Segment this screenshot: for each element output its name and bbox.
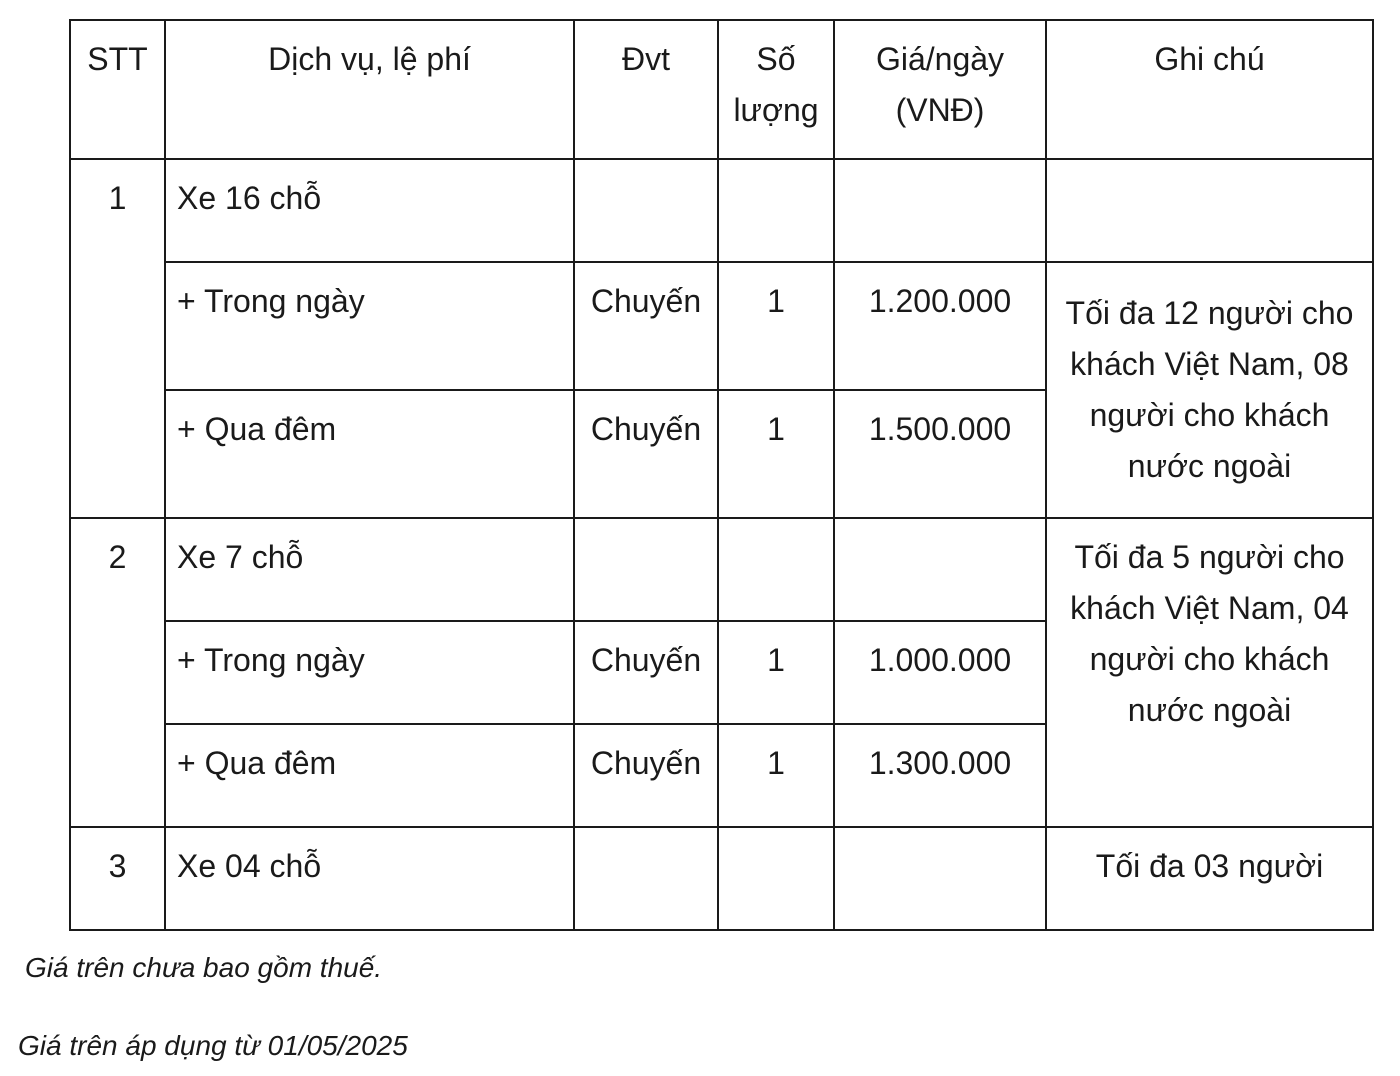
stt-cell: 1 (70, 159, 165, 518)
unit-cell: Chuyến (574, 621, 718, 724)
stt-cell: 3 (70, 827, 165, 930)
price-cell: 1.300.000 (834, 724, 1046, 827)
price-cell (834, 518, 1046, 621)
footnote-tax: Giá trên chưa bao gồm thuế. (25, 952, 383, 983)
quantity-cell (718, 159, 834, 262)
table-row (70, 159, 1373, 262)
table-row (70, 518, 1373, 621)
quantity-cell: 1 (718, 262, 834, 390)
table-row (70, 827, 1373, 930)
header-stt: STT (70, 20, 165, 159)
service-cell: + Trong ngày (165, 621, 574, 724)
price-cell: 1.200.000 (834, 262, 1046, 390)
quantity-cell (718, 827, 834, 930)
header-row (70, 20, 1373, 159)
unit-cell (574, 518, 718, 621)
header-unit: Đvt (574, 20, 718, 159)
service-name-cell: Xe 16 chỗ (165, 159, 574, 262)
note-cell: Tối đa 12 người cho khách Việt Nam, 08 người cho khách nước ngoài (1046, 262, 1373, 518)
price-cell: 1.500.000 (834, 390, 1046, 518)
service-name-cell: Xe 7 chỗ (165, 518, 574, 621)
note-cell (1046, 159, 1373, 262)
service-cell: + Qua đêm (165, 390, 574, 518)
unit-cell: Chuyến (574, 390, 718, 518)
price-cell: 1.000.000 (834, 621, 1046, 724)
footnote-effective-date: Giá trên áp dụng từ 01/05/2025 (18, 1030, 408, 1061)
header-quantity: Số lượng (718, 20, 834, 159)
service-cell: + Trong ngày (165, 262, 574, 390)
quantity-cell (718, 518, 834, 621)
unit-cell (574, 827, 718, 930)
quantity-cell: 1 (718, 621, 834, 724)
header-service: Dịch vụ, lệ phí (165, 20, 574, 159)
note-cell: Tối đa 5 người cho khách Việt Nam, 04 người cho khách nước ngoài (1046, 518, 1373, 827)
note-cell: Tối đa 03 người (1046, 827, 1373, 930)
stt-cell: 2 (70, 518, 165, 827)
service-name-cell: Xe 04 chỗ (165, 827, 574, 930)
unit-cell: Chuyến (574, 262, 718, 390)
unit-cell: Chuyến (574, 724, 718, 827)
price-cell (834, 159, 1046, 262)
header-price: Giá/ngày (VNĐ) (834, 20, 1046, 159)
quantity-cell: 1 (718, 390, 834, 518)
unit-cell (574, 159, 718, 262)
quantity-cell: 1 (718, 724, 834, 827)
table-row (70, 262, 1373, 390)
price-cell (834, 827, 1046, 930)
price-table (69, 19, 1374, 931)
header-note: Ghi chú (1046, 20, 1373, 159)
service-cell: + Qua đêm (165, 724, 574, 827)
